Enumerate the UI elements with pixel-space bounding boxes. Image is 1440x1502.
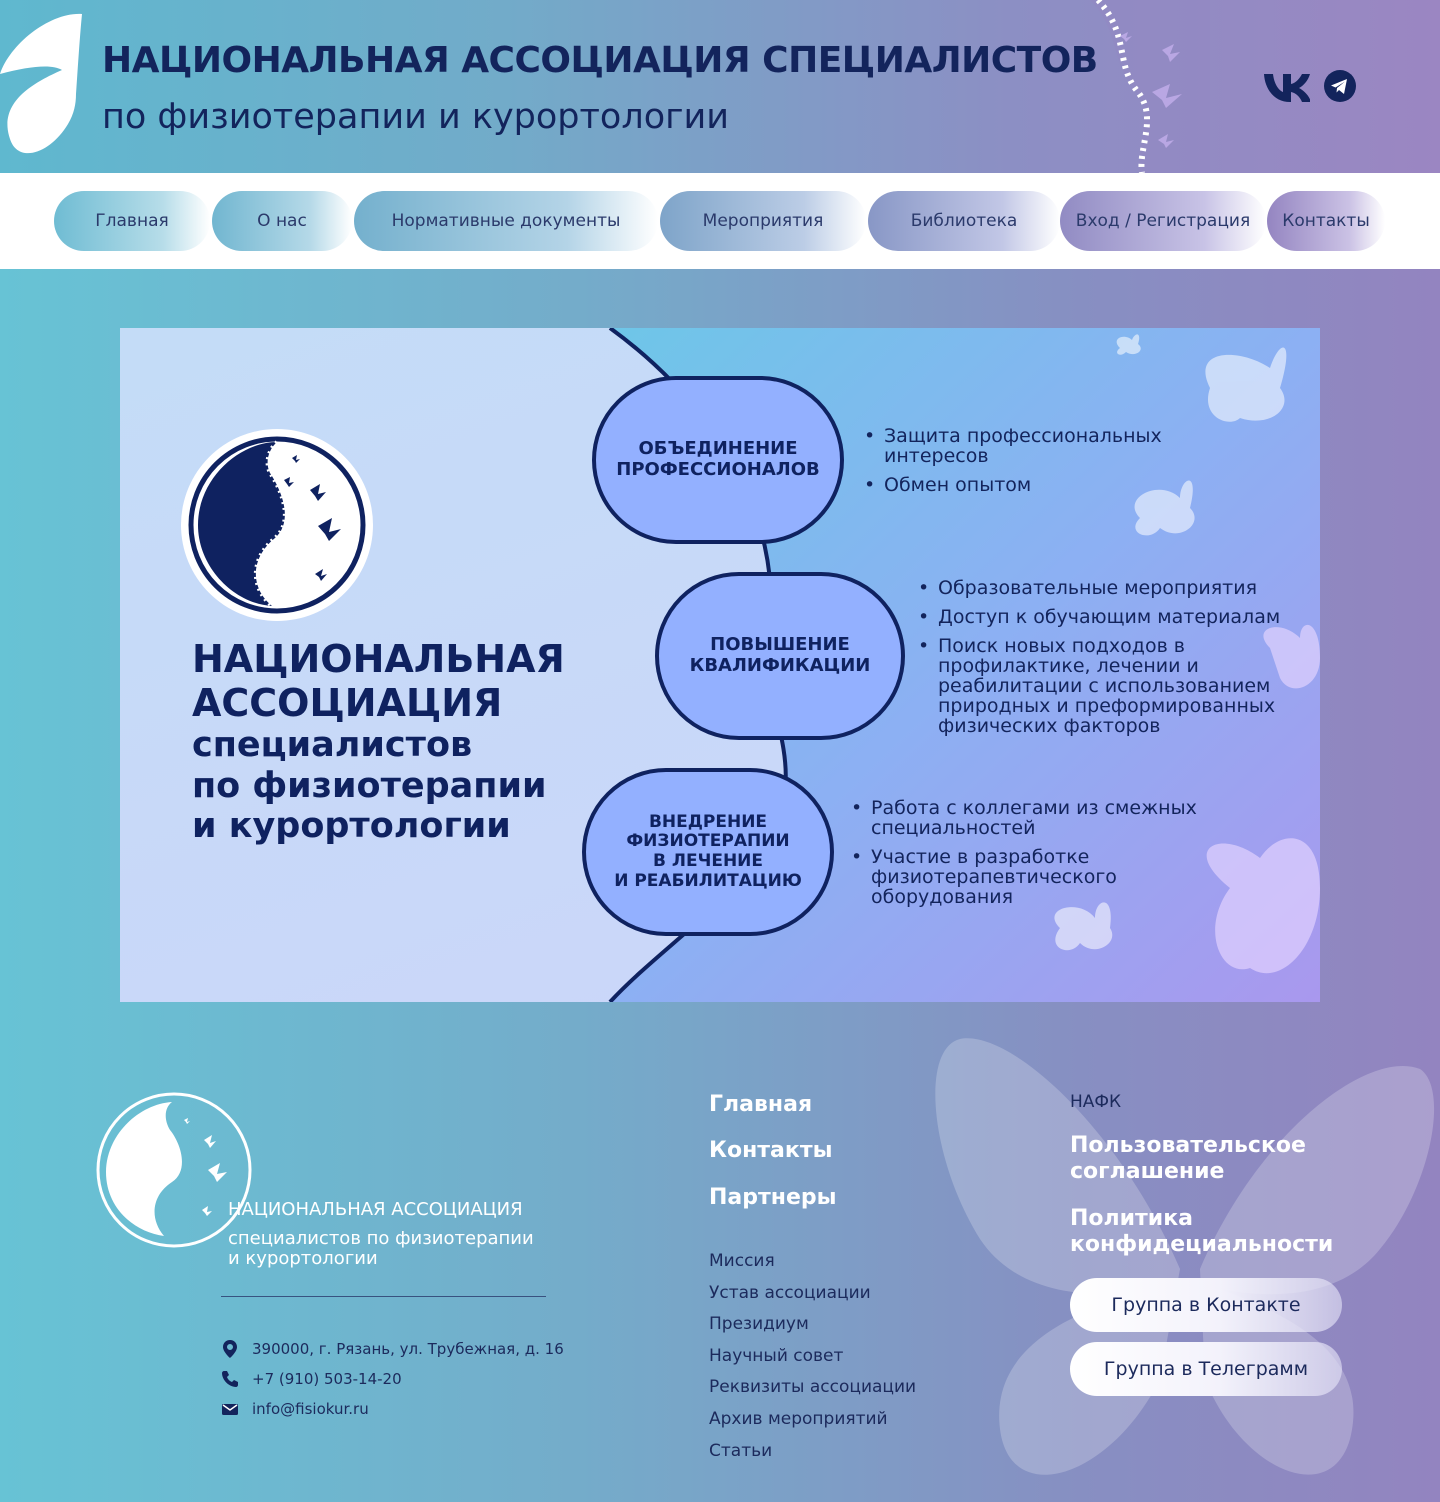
pill-line: ВНЕДРЕНИЕ (648, 811, 768, 832)
hero-banner (120, 328, 1320, 1002)
footer-link-line: соглашение (1070, 1159, 1225, 1184)
footer-link-user-agreement[interactable] (1070, 1133, 1306, 1185)
list-item: • Защита профессиональных интересов (864, 426, 1194, 466)
footer-link-events-archive[interactable]: Архив мероприятий (709, 1409, 888, 1429)
vk-group-button[interactable]: Группа в Контакте (1070, 1278, 1342, 1332)
pill-unite-professionals (592, 376, 844, 544)
association-logo (180, 428, 374, 622)
telegram-group-button[interactable]: Группа в Телеграмм (1070, 1342, 1342, 1396)
footer-logo-title: НАЦИОНАЛЬНАЯ АССОЦИАЦИЯ (228, 1199, 523, 1220)
butterfly-icon (0, 4, 100, 164)
footer-logo-subtitle-line: специалистов по физиотерапии (228, 1228, 534, 1249)
footer-link-line: Политика (1070, 1206, 1193, 1231)
mail-icon (220, 1399, 240, 1419)
nav-item-login[interactable]: Вход / Регистрация (1060, 191, 1266, 251)
nav-item-about[interactable]: О нас (212, 191, 352, 251)
footer-phone[interactable] (220, 1369, 402, 1389)
bullet-list (851, 798, 1201, 916)
footer-link-science-council[interactable]: Научный совет (709, 1346, 844, 1366)
footer-link-charter[interactable]: Устав ассоциации (709, 1283, 871, 1303)
footer-org-label: НАФК (1070, 1092, 1122, 1112)
list-item: • Образовательные мероприятия (918, 578, 1308, 598)
footer-link-partners[interactable]: Партнеры (709, 1185, 837, 1210)
location-pin-icon (220, 1339, 240, 1359)
banner-title-line: АССОЦИАЦИЯ (192, 680, 503, 725)
pill-line: ПРОФЕССИОНАЛОВ (616, 459, 820, 480)
footer-link-articles[interactable]: Статьи (709, 1441, 773, 1461)
footer-logo-subtitle (228, 1229, 534, 1269)
banner-title-line: специалистов (192, 725, 473, 766)
footer-logo-subtitle-line: и курортологии (228, 1248, 378, 1269)
address-text: 390000, г. Рязань, ул. Трубежная, д. 16 (252, 1340, 564, 1358)
list-item: • Доступ к обучающим материалам (918, 607, 1308, 627)
footer-email[interactable] (220, 1399, 369, 1419)
bullet-list (864, 426, 1194, 504)
vk-icon[interactable] (1262, 66, 1310, 106)
main-nav (0, 173, 1440, 269)
social-links (1262, 66, 1356, 106)
list-item: • Поиск новых подходов в профилактике, лечении и реабилитации с использованием природных и преформированных физических факторов (918, 636, 1308, 736)
site-header (0, 0, 1440, 173)
site-title: НАЦИОНАЛЬНАЯ АССОЦИАЦИЯ СПЕЦИАЛИСТОВ (102, 40, 1098, 81)
pill-line: ОБЪЕДИНЕНИЕ (638, 438, 798, 460)
butterfly-cluster-icon (1080, 0, 1210, 173)
footer-link-home[interactable]: Главная (709, 1092, 813, 1117)
banner-title-line: НАЦИОНАЛЬНАЯ (192, 637, 565, 681)
banner-title-line: и курортологии (192, 805, 511, 846)
pill-qualification (655, 572, 905, 740)
banner-title (192, 638, 565, 846)
telegram-icon[interactable] (1324, 70, 1356, 102)
bullet-list (918, 578, 1308, 745)
pill-implementation (582, 768, 834, 936)
footer-address (220, 1339, 564, 1359)
nav-item-contacts[interactable]: Контакты (1267, 191, 1385, 251)
footer-link-contacts[interactable]: Контакты (709, 1138, 833, 1163)
phone-icon (220, 1369, 240, 1389)
footer-link-line: Пользовательское (1070, 1133, 1306, 1158)
footer-link-presidium[interactable]: Президиум (709, 1314, 809, 1334)
pill-line: ФИЗИОТЕРАПИИ (626, 831, 790, 852)
footer-link-mission[interactable]: Миссия (709, 1251, 775, 1271)
footer-link-privacy-policy[interactable] (1070, 1206, 1333, 1258)
footer-link-line: конфидециальности (1070, 1232, 1334, 1257)
list-item: • Участие в разработке физиотерапевтического оборудования (851, 847, 1201, 907)
site-subtitle: по физиотерапии и курортологии (102, 97, 729, 137)
list-item: • Обмен опытом (864, 475, 1194, 495)
pill-line: ПОВЫШЕНИЕ (710, 634, 850, 656)
pill-line: КВАЛИФИКАЦИИ (689, 655, 871, 676)
nav-item-documents[interactable]: Нормативные документы (354, 191, 658, 251)
nav-item-library[interactable]: Библиотека (868, 191, 1060, 251)
pill-line: В ЛЕЧЕНИЕ (652, 851, 764, 871)
footer-logo (94, 1090, 254, 1250)
footer-divider (221, 1296, 546, 1297)
nav-item-events[interactable]: Мероприятия (660, 191, 866, 251)
pill-line: И РЕАБИЛИТАЦИЮ (614, 870, 802, 891)
banner-title-line: по физиотерапии (192, 765, 547, 806)
email-text: info@fisiokur.ru (252, 1400, 369, 1418)
list-item: • Работа с коллегами из смежных специальностей (851, 798, 1201, 838)
main-section (0, 269, 1440, 1502)
phone-text: +7 (910) 503-14-20 (252, 1370, 402, 1388)
nav-item-home[interactable]: Главная (54, 191, 210, 251)
footer-link-requisites[interactable]: Реквизиты ассоциации (709, 1377, 917, 1397)
